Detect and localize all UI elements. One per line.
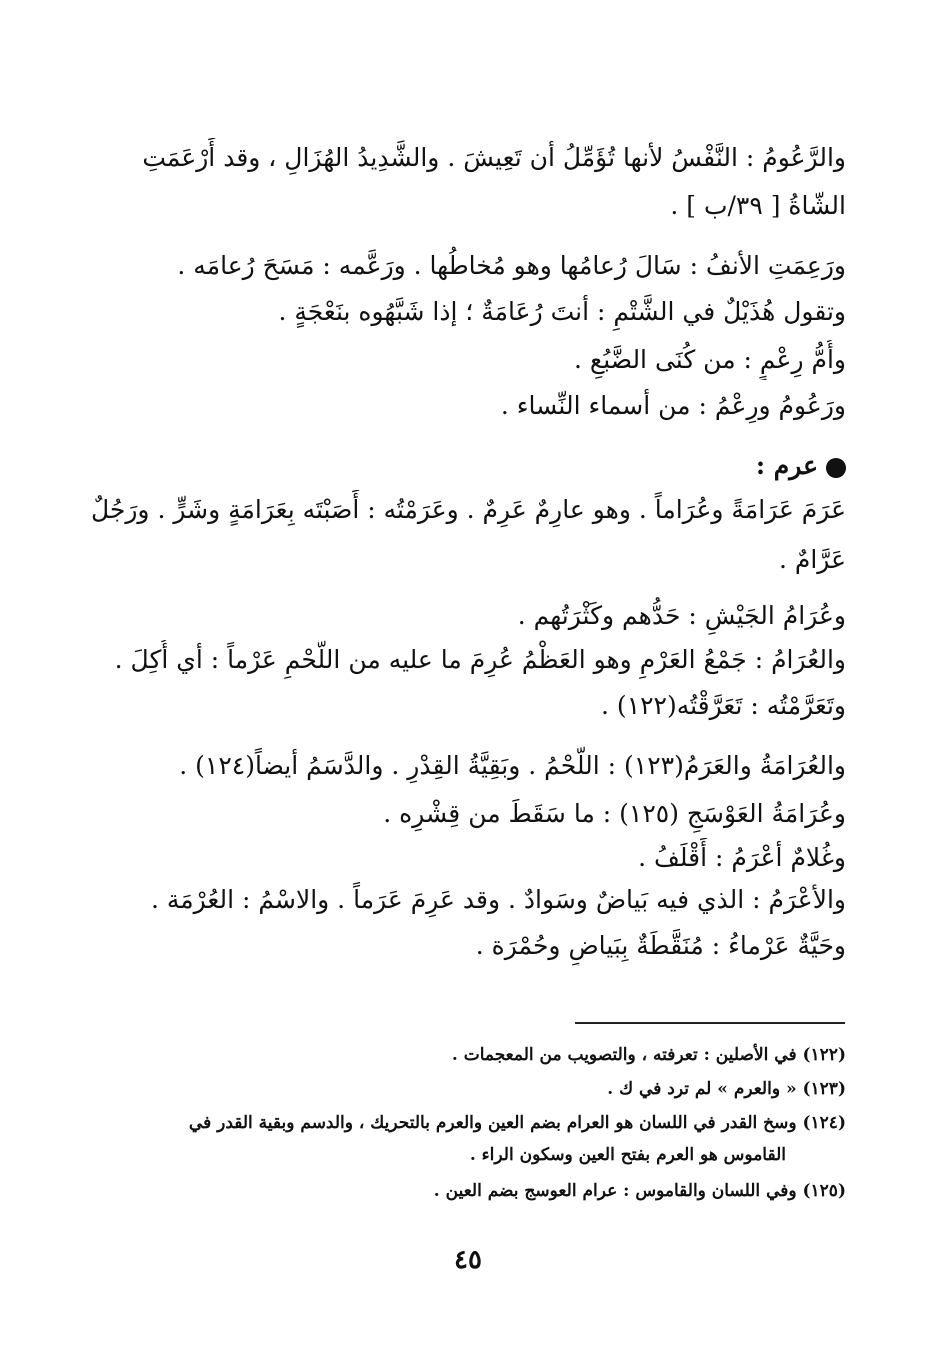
section-heading (86, 446, 846, 486)
text-line: والعُرَامَةُ والعَرَمُ(١٢٣) : اللَّحْمُ . وبَقِيَّةُ القِدْرِ . والدَّسَمُ أيضاً(١٢٤) . (179, 751, 846, 780)
footnote-continuation: القاموس هو العرم بفتح العين وسكون الراء . (469, 1145, 786, 1165)
text-line: والأعْرَمُ : الذي فيه بَياضٌ وسَوادٌ . وقد عَرِمَ عَرَماً . والاسْمُ : العُرْمَة . (150, 885, 846, 914)
page-number: ٤٥ (454, 1245, 482, 1275)
text-line: والرَّعُومُ : النَّفْسُ لأنها تُؤَمِّلُ أن تَعِيشَ . والشَّدِيدُ الهُزَالِ ، وقد أَرْعَمَتِ (142, 143, 846, 172)
text-line: وأُمُّ رِعْمٍ : من كُنَى الضَّبُعِ . (574, 345, 846, 374)
text-line: وحَيَّةٌ عَرْماءُ : مُنَقَّطَةٌ بِبَياضٍ وحُمْرَة . (475, 931, 846, 960)
text-line: عَرَمَ عَرَامَةً وعُرَاماً . وهو عارِمٌ عَرِمٌ . وعَرَمْتُه : أَصَبْتَه بِعَرَامَةٍ وشَرٍّ . ورَجُلٌ (90, 495, 846, 524)
text-line: ورَعُومُ ورِعْمُ : من أسماء النِّساء . (500, 391, 846, 420)
footnote: (١٢٥) وفي اللسان والقاموس : عرام العوسج بضم العين . (433, 1181, 846, 1201)
text-line: ورَعِمَتِ الأنفُ : سَالَ رُعامُها وهو مُخاطُها . ورَعَّمه : مَسَحَ رُعامَه . (177, 251, 846, 280)
section-heading-text: عرم : (755, 451, 818, 480)
text-line: وعُرَامَةُ العَوْسَجِ (١٢٥) : ما سَقَطَ من قِشْرِه . (383, 799, 846, 828)
text-line: وعُرَامُ الجَيْشِ : حَدُّهم وكَثْرَتُهم . (517, 601, 846, 630)
text-line: وتَعَرَّمْتُه : تَعَرَّقْتُه(١٢٢) . (601, 691, 846, 720)
footnote: (١٢٣) « والعرم » لم ترد في ك . (607, 1079, 846, 1099)
footnote: (١٢٢) في الأصلين : تعرفته ، والتصويب من المعجمات . (451, 1045, 846, 1065)
text-line: وغُلامٌ أعْرَمُ : أَقْلَفُ . (638, 843, 846, 872)
footnote: (١٢٤) وسخ القدر في اللسان هو العرام بضم العين والعرم بالتحريك ، والدسم وبقية القدر في (188, 1113, 846, 1133)
text-line: الشّاةُ [ ٣٩/ب ] . (670, 191, 846, 220)
text-line: والعُرَامُ : جَمْعُ العَرْمِ وهو العَظْمُ عُرِمَ ما عليه من اللَّحْمِ عَرْماً : أي أُكِلَ . (114, 645, 846, 674)
footnote-divider (575, 1022, 845, 1024)
bullet-icon (826, 458, 846, 478)
text-line: وتقول هُذَيْلٌ في الشَّتْمِ : أنتَ رُعَامَةٌ ؛ إذا شَبَّهُوه بنَعْجَةٍ . (278, 297, 846, 326)
text-line: عَرَّامٌ . (778, 545, 846, 574)
